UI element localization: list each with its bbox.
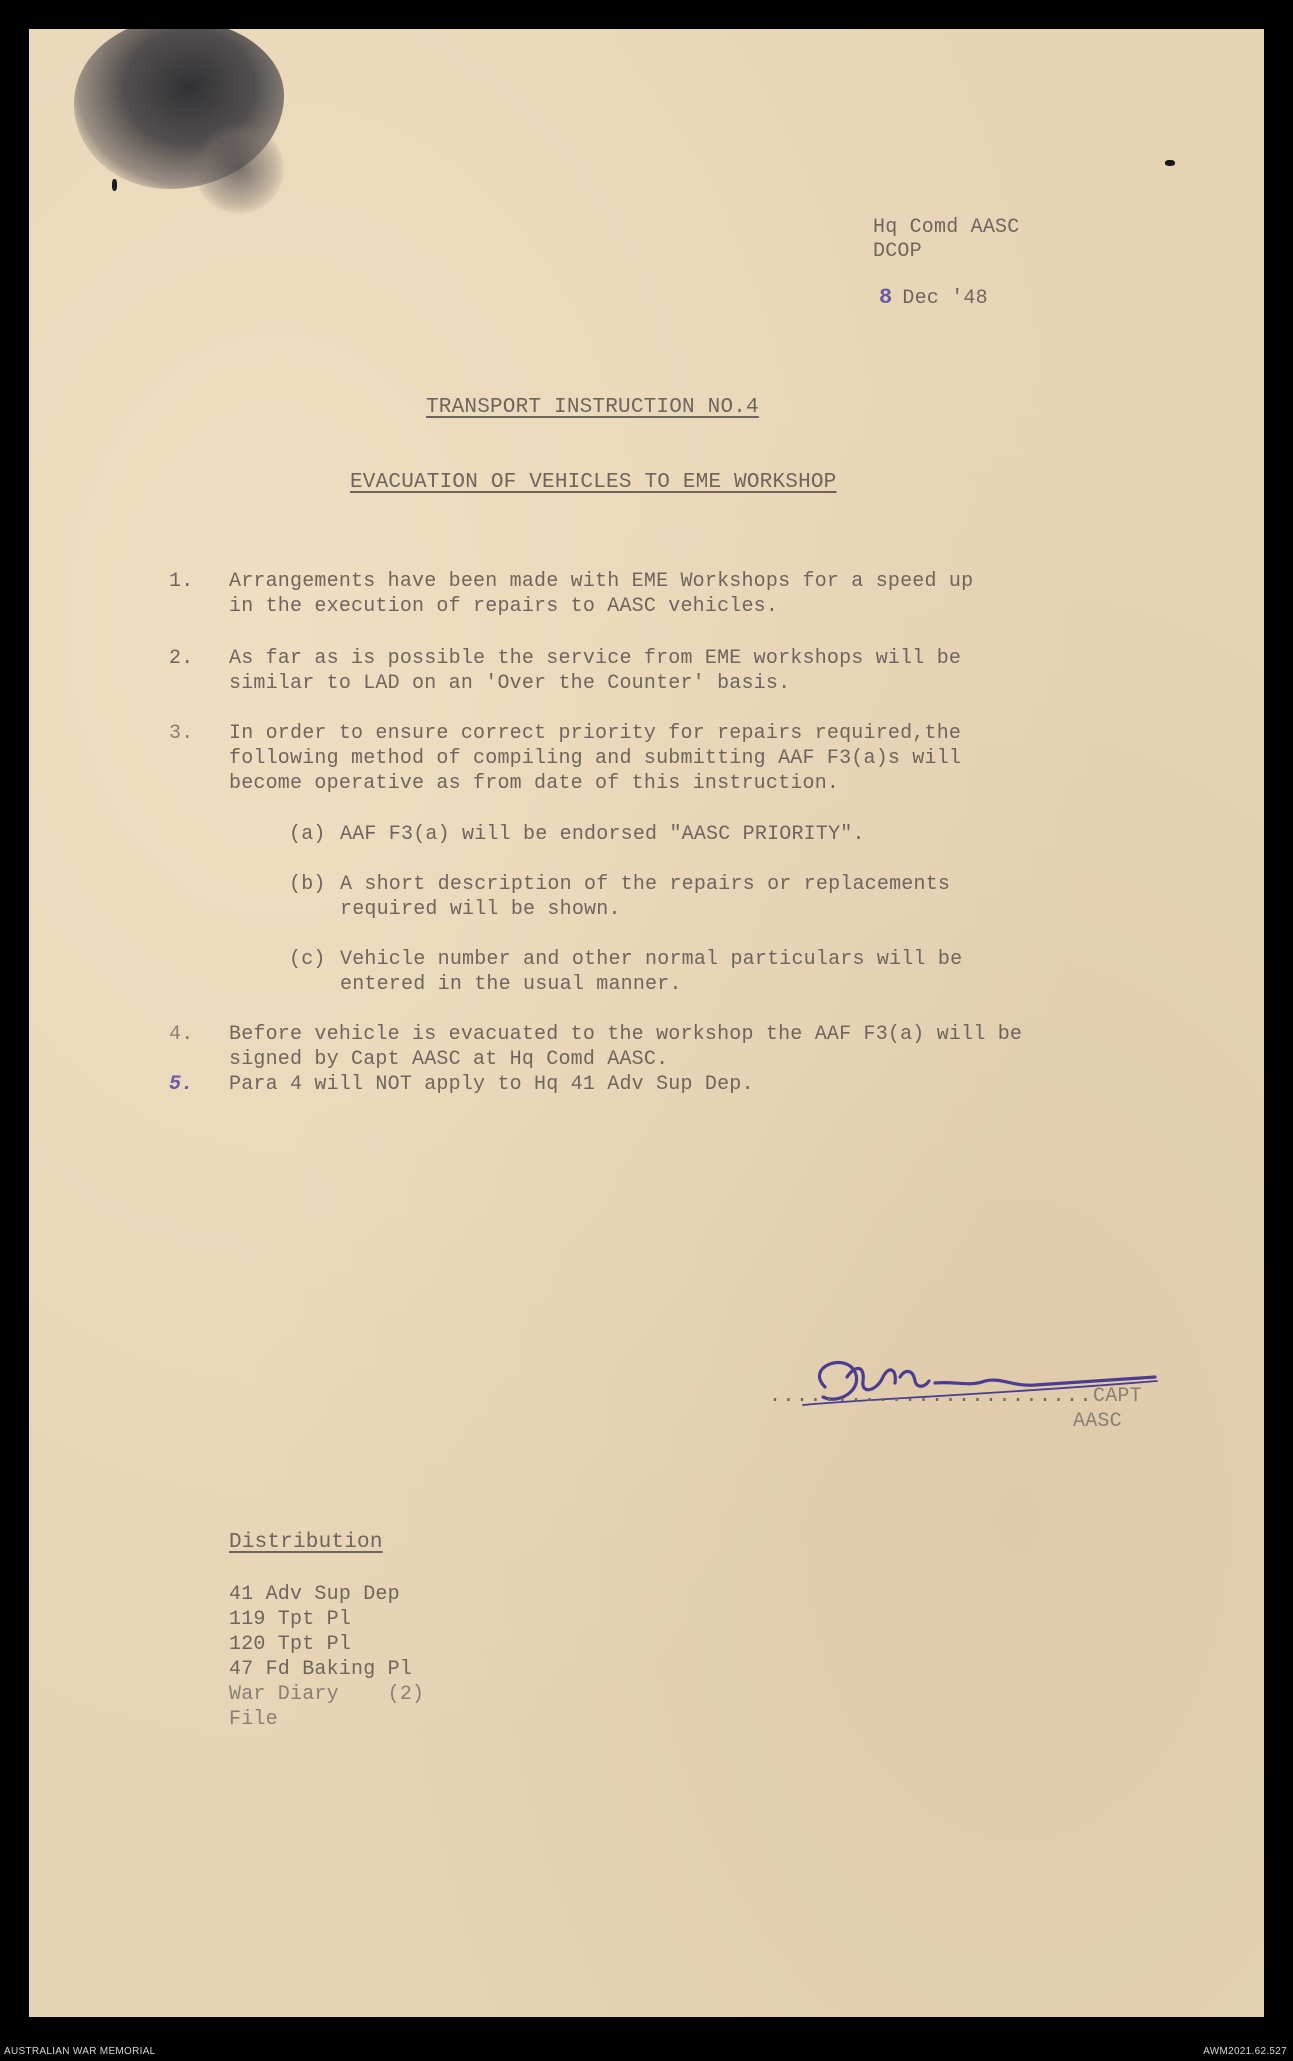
para-4-line-2: signed by Capt AASC at Hq Comd AASC. <box>229 1048 669 1071</box>
punch-mark <box>1165 160 1175 166</box>
document-title: TRANSPORT INSTRUCTION NO.4 <box>426 396 759 419</box>
para-5-text: Para 4 will NOT apply to Hq 41 Adv Sup Dep. <box>229 1073 754 1096</box>
distribution-item: War Diary (2) <box>229 1683 425 1706</box>
para-3-number: 3. <box>169 722 194 745</box>
para-2-line-2: similar to LAD on an 'Over the Counter' basis. <box>229 672 791 695</box>
subitem-a-label: (a) <box>289 823 326 846</box>
para-4-number: 4. <box>169 1023 194 1046</box>
subitem-c-line-2: entered in the usual manner. <box>340 973 682 996</box>
para-5-number: 5. <box>169 1073 194 1096</box>
para-1-line-1: Arrangements have been made with EME Workshops for a speed up <box>229 570 974 593</box>
subitem-b-line-1: A short description of the repairs or replacements <box>340 873 951 896</box>
signature-unit: AASC <box>1073 1410 1122 1433</box>
footer-institution: AUSTRALIAN WAR MEMORIAL <box>4 2046 156 2057</box>
para-1-line-2: in the execution of repairs to AASC vehicles. <box>229 595 779 618</box>
distribution-item: 119 Tpt Pl <box>229 1608 352 1631</box>
header-date <box>879 285 988 311</box>
subitem-c-label: (c) <box>289 948 326 971</box>
subitem-a-line-1: AAF F3(a) will be endorsed "AASC PRIORITY". <box>340 823 865 846</box>
para-3-line-1: In order to ensure correct priority for repairs required,the <box>229 722 962 745</box>
distribution-item: File <box>229 1708 278 1731</box>
document-subtitle: EVACUATION OF VEHICLES TO EME WORKSHOP <box>350 471 837 494</box>
punch-mark <box>112 179 117 191</box>
para-3-line-3: become operative as from date of this instruction. <box>229 772 840 795</box>
signature-rank: CAPT <box>1093 1385 1142 1408</box>
distribution-item: 41 Adv Sup Dep <box>229 1583 400 1606</box>
subitem-c-line-1: Vehicle number and other normal particulars will be <box>340 948 963 971</box>
signature-line: ........................ <box>769 1385 1094 1408</box>
document-page <box>29 29 1264 2017</box>
date-month-year: Dec '48 <box>902 287 988 310</box>
subitem-b-line-2: required will be shown. <box>340 898 621 921</box>
distribution-item: 120 Tpt Pl <box>229 1633 352 1656</box>
para-4-line-1: Before vehicle is evacuated to the workshop the AAF F3(a) will be <box>229 1023 1023 1046</box>
subitem-b-label: (b) <box>289 873 326 896</box>
footer-accession-number: AWM2021.62.527 <box>1203 2046 1287 2057</box>
header-unit: Hq Comd AASC <box>873 216 1020 239</box>
header-ref: DCOP <box>873 240 922 263</box>
distribution-item: 47 Fd Baking Pl <box>229 1658 413 1681</box>
date-day: 8 <box>879 285 893 310</box>
para-3-line-2: following method of compiling and submitting AAF F3(a)s will <box>229 747 962 770</box>
ink-stain-small <box>194 124 284 214</box>
distribution-heading: Distribution <box>229 1531 383 1554</box>
para-1-number: 1. <box>169 570 194 593</box>
para-2-line-1: As far as is possible the service from EME workshops will be <box>229 647 962 670</box>
para-2-number: 2. <box>169 647 194 670</box>
